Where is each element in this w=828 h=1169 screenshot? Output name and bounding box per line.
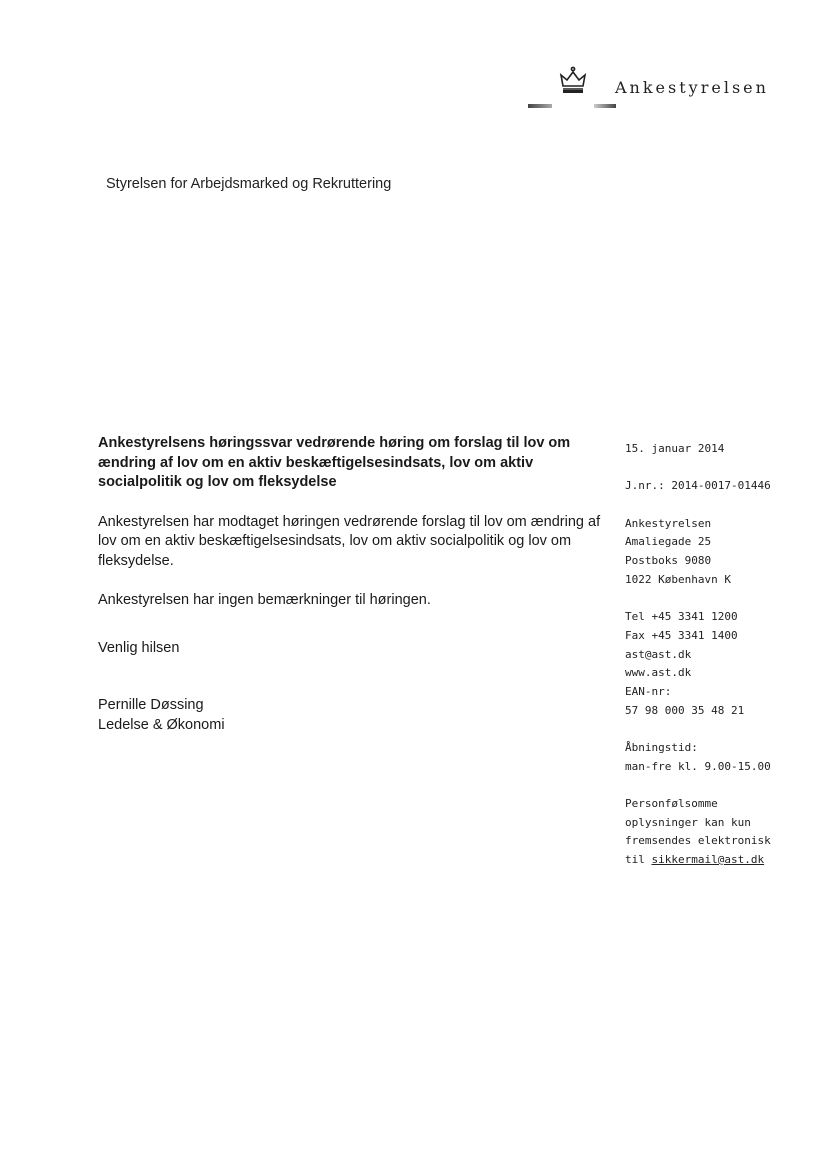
address-line: Amaliegade 25 (625, 535, 712, 549)
signature-block (98, 696, 225, 735)
crown-icon (558, 66, 588, 94)
phone: Tel +45 3341 1200 (625, 610, 738, 624)
ean-number: 57 98 000 35 48 21 (625, 703, 745, 717)
org-name: Ankestyrelsen (615, 78, 769, 97)
closing: Venlig hilsen (98, 640, 180, 656)
letterhead-logo (528, 66, 798, 116)
address-line: Postboks 9080 (625, 554, 712, 568)
recipient: Styrelsen for Arbejdsmarked og Rekruttering (106, 176, 392, 192)
notice-line: oplysninger kan kun (625, 815, 751, 829)
signer-department: Ledelse & Økonomi (98, 716, 225, 733)
ean-label: EAN-nr: (625, 684, 672, 698)
sidebar-info (625, 440, 815, 870)
letter-date: 15. januar 2014 (625, 442, 725, 455)
letter-body (98, 434, 608, 631)
signer-name: Pernille Døssing (98, 697, 204, 713)
subject-heading: Ankestyrelsens høringssvar vedrørende høring om forslag til lov om ændring af lov om en aktiv beskæftigelsesindsats, lov om aktiv socialpolitik og lov om fleksydelse (98, 435, 571, 490)
notice-email-line (625, 851, 815, 870)
body-paragraph: Ankestyrelsen har ingen bemærkninger til høringen. (98, 592, 431, 608)
body-paragraph: Ankestyrelsen har modtaget høringen vedrørende forslag til lov om ændring af lov om en aktiv beskæftigelsesindsats, lov om aktiv socialpolitik og lov om fleksydelse. (98, 513, 601, 569)
address-line: 1022 København K (625, 572, 731, 586)
website-link[interactable]: www.ast.dk (625, 666, 692, 680)
email-link[interactable]: ast@ast.dk (625, 647, 692, 661)
notice-line: fremsendes elektronisk (625, 834, 771, 848)
notice-line: Personfølsomme (625, 797, 718, 811)
logo-bar-left (528, 104, 552, 108)
fax: Fax +45 3341 1400 (625, 628, 738, 642)
hours-value: man-fre kl. 9.00-15.00 (625, 759, 771, 773)
hours-label: Åbningstid: (625, 741, 698, 754)
notice-prefix: til (625, 853, 652, 867)
address-line: Ankestyrelsen (625, 516, 712, 530)
journal-number: J.nr.: 2014-0017-01446 (625, 479, 771, 493)
logo-bar-right (594, 104, 616, 108)
secure-email-link[interactable]: sikkermail@ast.dk (651, 853, 765, 867)
